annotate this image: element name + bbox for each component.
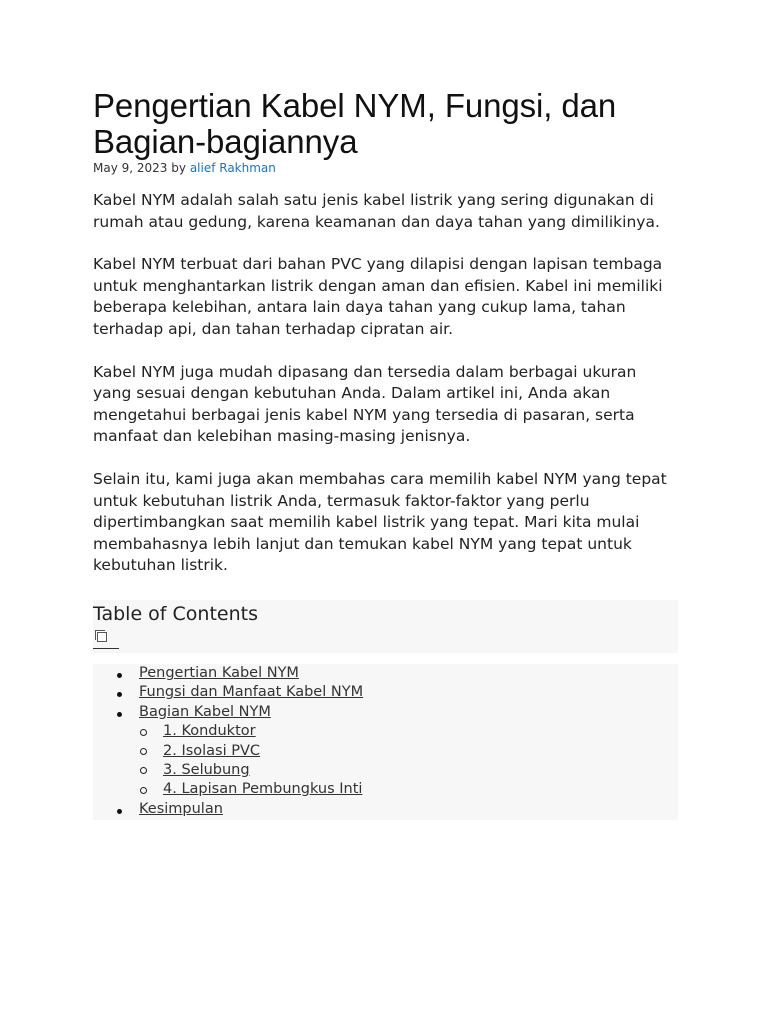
toc-item bbox=[93, 664, 678, 683]
article bbox=[93, 88, 678, 820]
toc-link-konduktor[interactable]: 1. Konduktor bbox=[163, 723, 256, 740]
author-link[interactable]: alief Rakhman bbox=[189, 161, 276, 175]
toc-title: Table of Contents bbox=[93, 602, 258, 625]
toc-list bbox=[93, 664, 678, 820]
toc-link-kesimpulan[interactable]: Kesimpulan bbox=[139, 800, 223, 817]
toc-subitem bbox=[93, 742, 678, 761]
toc-toggle-button[interactable] bbox=[93, 630, 119, 649]
paragraph-3: Kabel NYM juga mudah dipasang dan tersedia dalam berbagai ukuran yang sesuai dengan kebutuhan Anda. Dalam artikel ini, Anda akan mengetahui berbagai jenis kabel NYM yang tersedia di pasaran, serta manfaat dan kelebihan masing-masing jenisnya. bbox=[93, 362, 637, 446]
toc-link-selubung[interactable]: 3. Selubung bbox=[163, 761, 250, 778]
post-meta bbox=[93, 160, 678, 176]
toc-sublist-wrapper bbox=[93, 722, 678, 800]
toc-subitem bbox=[93, 722, 678, 741]
toc-link-bagian[interactable]: Bagian Kabel NYM bbox=[139, 703, 271, 720]
toc-link-fungsi[interactable]: Fungsi dan Manfaat Kabel NYM bbox=[139, 684, 364, 701]
toc-header bbox=[93, 600, 678, 653]
post-by: by bbox=[171, 161, 186, 175]
toc-subitem bbox=[93, 761, 678, 780]
toc-item bbox=[93, 683, 678, 702]
paragraph-1: Kabel NYM adalah salah satu jenis kabel listrik yang sering digunakan di rumah atau gedung, karena keamanan dan daya tahan yang dimilikinya. bbox=[93, 191, 660, 231]
toc-sublist bbox=[93, 722, 678, 800]
page-title: Pengertian Kabel NYM, Fungsi, dan Bagian-bagiannya bbox=[93, 87, 617, 160]
toc-item bbox=[93, 800, 678, 819]
post-date: May 9, 2023 bbox=[93, 161, 168, 175]
toc-link-lapisan[interactable]: 4. Lapisan Pembungkus Inti bbox=[163, 781, 363, 798]
paragraph-4: Selain itu, kami juga akan membahas cara memilih kabel NYM yang tepat untuk kebutuhan listrik Anda, termasuk faktor-faktor yang perlu dipertimbangkan saat memilih kabel listrik yang tepat. Mari kita mulai membahasnya lebih lanjut dan temukan kabel NYM yang tepat untuk kebutuhan listrik. bbox=[93, 469, 667, 575]
paragraph-2: Kabel NYM terbuat dari bahan PVC yang dilapisi dengan lapisan tembaga untuk menghantarkan listrik dengan aman dan efisien. Kabel ini memiliki beberapa kelebihan, antara lain daya tahan yang cukup lama, tahan terhadap api, dan tahan terhadap cipratan air. bbox=[93, 255, 663, 338]
toc-subitem bbox=[93, 780, 678, 799]
toc-link-isolasi[interactable]: 2. Isolasi PVC bbox=[163, 742, 261, 759]
toc-link-pengertian[interactable]: Pengertian Kabel NYM bbox=[139, 664, 299, 681]
toc-item bbox=[93, 703, 678, 722]
toggle-icon-front bbox=[97, 632, 107, 642]
